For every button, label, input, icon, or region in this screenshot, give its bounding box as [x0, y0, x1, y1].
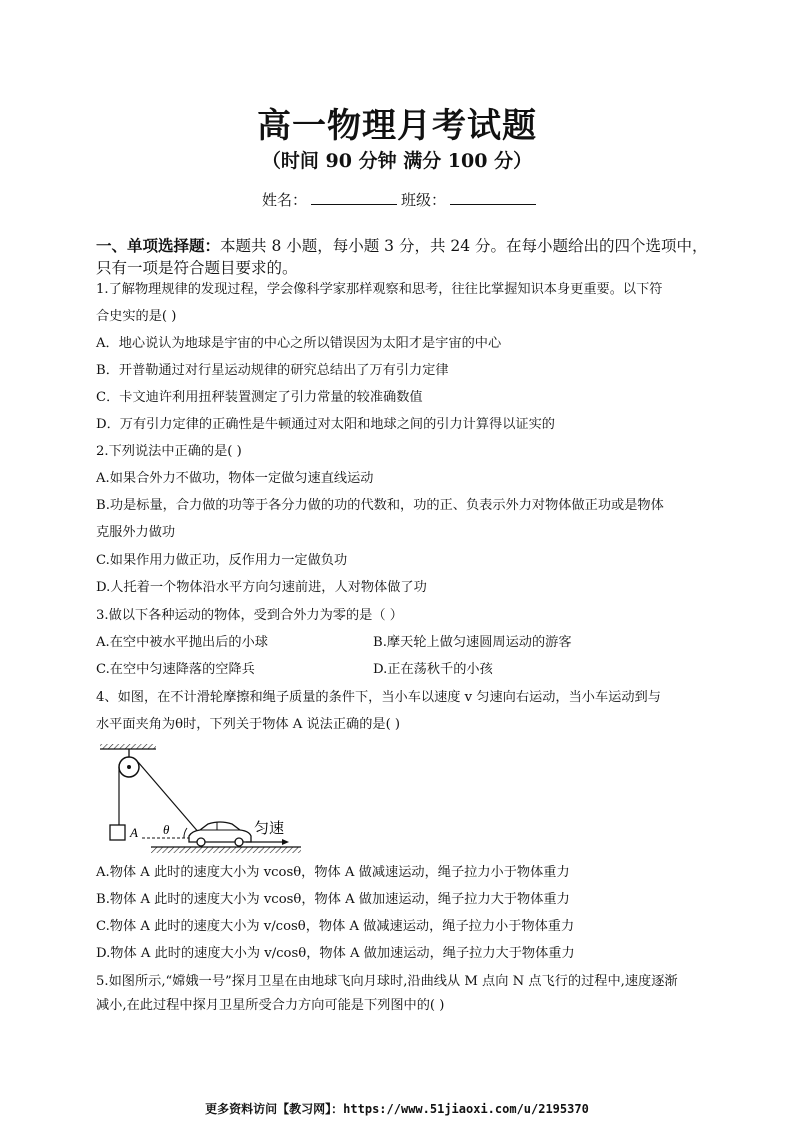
q3-option-b: B.摩天轮上做匀速圆周运动的游客: [373, 635, 572, 650]
car-wheel-rear: [197, 838, 205, 846]
q1-option-d: D．万有引力定律的正确性是牛顿通过对太阳和地球之间的引力计算得以证实的: [96, 417, 555, 432]
section-title: 一、单项选择题：: [96, 236, 221, 255]
q4-stem-line2: 水平面夹角为θ时，下列关于物体 A 说法正确的是( ): [96, 717, 401, 732]
q1-option-c: C．卡文迪许利用扭秤装置测定了引力常量的较准确数值: [96, 390, 423, 405]
page-title: 高一物理月考试题: [257, 106, 537, 146]
q3-option-d: D.正在荡秋千的小孩: [373, 662, 493, 677]
class-label: 班级：: [401, 191, 447, 209]
q2-option-a: A.如果合外力不做功，物体一定做匀速直线运动: [96, 471, 374, 486]
q1-option-a: A．地心说认为地球是宇宙的中心之所以错误因为太阳才是宇宙的中心: [96, 336, 502, 351]
block-a: [110, 825, 125, 840]
car-wheel-front: [235, 838, 243, 846]
q4-option-c: C.物体 A 此时的速度大小为 v/cosθ，物体 A 做减速运动，绳子拉力小于物体重力: [96, 919, 575, 934]
angle-arc: [184, 828, 187, 838]
pulley-axle: [127, 765, 131, 769]
q2-option-b-line2: 克服外力做功: [96, 525, 176, 540]
section-heading: [96, 235, 716, 279]
uniform-speed-label: 匀速: [254, 819, 285, 837]
q5-stem-line1: 5.如图所示,“嫦娥一号”探月卫星在由地球飞向月球时,沿曲线从 M 点向 N 点飞行的过程中,速度逐渐: [96, 974, 678, 989]
q3-stem: 3.做以下各种运动的物体，受到合外力为零的是（ ）: [96, 608, 403, 623]
q1-stem-line2: 合史实的是( ): [96, 309, 177, 324]
q5-stem-line2: 减小,在此过程中探月卫星所受合力方向可能是下列图中的( ): [96, 998, 445, 1013]
q4-option-b: B.物体 A 此时的速度大小为 vcosθ，物体 A 做加速运动，绳子拉力大于物体重力: [96, 892, 570, 907]
name-blank: [311, 190, 397, 205]
exam-subtitle: （时间 90 分钟 满分 100 分）: [261, 150, 533, 172]
theta-label: θ: [163, 822, 170, 837]
section-description: 本题共 8 小题，每小题 3 分，共 24 分。在每小题给出的四个选项中，只有一项是符合题目要求的。: [96, 237, 708, 277]
ceiling-hatch: [100, 744, 156, 749]
student-info-row: [262, 189, 540, 210]
class-blank: [450, 190, 536, 205]
q3-option-a: A.在空中被水平抛出后的小球: [96, 635, 268, 650]
q4-stem-line1: 4、如图，在不计滑轮摩擦和绳子质量的条件下，当小车以速度 v 匀速向右运动，当小车运动到与: [96, 690, 661, 705]
q2-stem: 2.下列说法中正确的是( ): [96, 444, 242, 459]
pulley-car-diagram: [96, 738, 306, 858]
block-a-label: A: [130, 825, 138, 840]
q3-option-c: C.在空中匀速降落的空降兵: [96, 662, 255, 677]
footer-link[interactable]: 更多资料访问【教习网】：https://www.51jiaoxi.com/u/2195370: [205, 1102, 589, 1116]
q4-option-d: D.物体 A 此时的速度大小为 v/cosθ，物体 A 做加速运动，绳子拉力大于物体重力: [96, 946, 575, 961]
ground-hatch: [151, 847, 301, 853]
q2-option-c: C.如果作用力做正功，反作用力一定做负功: [96, 553, 348, 568]
name-label: 姓名：: [262, 191, 308, 209]
arrow-head: [282, 839, 289, 845]
q2-option-b-line1: B.功是标量，合力做的功等于各分力做的功的代数和，功的正、负表示外力对物体做正功或是物体: [96, 498, 664, 513]
q1-stem-line1: 1.了解物理规律的发现过程，学会像科学家那样观察和思考，往往比掌握知识本身更重要。以下符: [96, 282, 663, 297]
q1-option-b: B．开普勒通过对行星运动规律的研究总结出了万有引力定律: [96, 363, 449, 378]
q2-option-d: D.人托着一个物体沿水平方向匀速前进，人对物体做了功: [96, 580, 427, 595]
q4-option-a: A.物体 A 此时的速度大小为 vcosθ，物体 A 做减速运动，绳子拉力小于物体重力: [96, 865, 570, 880]
